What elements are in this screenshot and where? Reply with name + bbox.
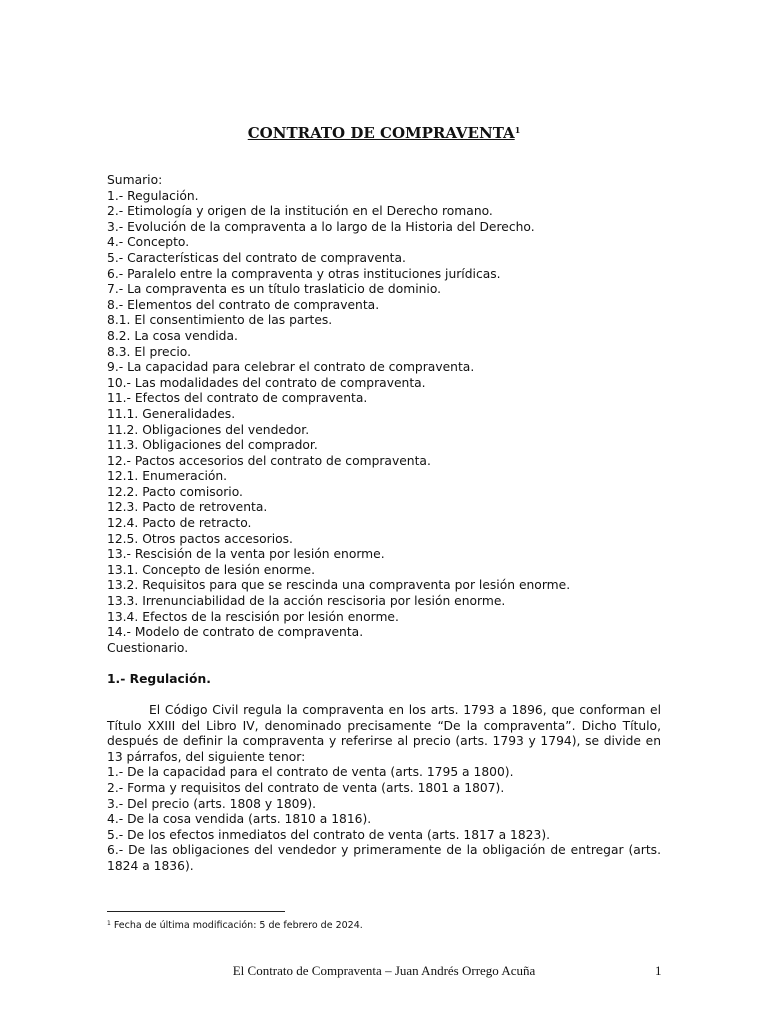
summary-item: 11.2. Obligaciones del vendedor.: [107, 422, 310, 437]
summary-item: 11.- Efectos del contrato de compraventa.: [107, 391, 368, 406]
summary-item: 13.2. Requisitos para que se rescinda una compraventa por lesión enorme.: [107, 578, 571, 593]
summary-item: 13.4. Efectos de la rescisión por lesión enorme.: [107, 609, 399, 624]
summary-item: 7.- La compraventa es un título traslaticio de dominio.: [107, 282, 442, 297]
summary-item: 12.5. Otros pactos accesorios.: [107, 531, 293, 546]
summary-item: 9.- La capacidad para celebrar el contrato de compraventa.: [107, 360, 475, 375]
footer-running-title: El Contrato de Compraventa – Juan Andrés Orrego Acuña: [232, 963, 536, 978]
summary-item: 12.2. Pacto comisorio.: [107, 484, 243, 499]
footnote: [107, 920, 363, 931]
summary-item: 14.- Modelo de contrato de compraventa.: [107, 625, 364, 640]
summary-item: 12.4. Pacto de retracto.: [107, 516, 252, 531]
section-list-item: 1.- De la capacidad para el contrato de venta (arts. 1795 a 1800).: [107, 765, 514, 780]
summary-item: 3.- Evolución de la compraventa a lo largo de la Historia del Derecho.: [107, 219, 535, 234]
summary-item: 1.- Regulación.: [107, 188, 199, 203]
summary-label: Sumario:: [107, 173, 163, 187]
section-heading: 1.- Regulación.: [107, 672, 211, 687]
document-title-text: CONTRATO DE COMPRAVENTA: [247, 124, 515, 142]
section-list-item: 2.- Forma y requisitos del contrato de venta (arts. 1801 a 1807).: [107, 780, 505, 795]
section-list-item: 3.- Del precio (arts. 1808 y 1809).: [107, 796, 317, 811]
summary-item: 6.- Paralelo entre la compraventa y otras instituciones jurídicas.: [107, 266, 501, 281]
document-title: [0, 124, 768, 142]
page-number: 1: [655, 963, 662, 978]
section-list-item: 6.- De las obligaciones del vendedor y primeramente de la obligación de entregar (arts. 1824 a 1836).: [107, 843, 661, 873]
summary-item: 8.2. La cosa vendida.: [107, 328, 238, 343]
summary-item: 11.1. Generalidades.: [107, 406, 236, 421]
summary-list: [107, 189, 661, 657]
summary-item: Cuestionario.: [107, 640, 189, 655]
summary-item: 12.1. Enumeración.: [107, 469, 228, 484]
summary-item: 13.3. Irrenunciabilidad de la acción rescisoria por lesión enorme.: [107, 594, 506, 609]
summary-item: 8.3. El precio.: [107, 344, 192, 359]
footnote-separator: [107, 911, 285, 912]
summary-item: 13.- Rescisión de la venta por lesión enorme.: [107, 547, 385, 562]
summary-item: 11.3. Obligaciones del comprador.: [107, 438, 318, 453]
summary-item: 4.- Concepto.: [107, 235, 190, 250]
section-list: [107, 765, 661, 874]
summary-item: 2.- Etimología y origen de la institución en el Derecho romano.: [107, 204, 493, 219]
summary-item: 12.- Pactos accesorios del contrato de compraventa.: [107, 453, 431, 468]
footnote-mark: 1: [107, 920, 111, 927]
footnote-text: Fecha de última modificación: 5 de febrero de 2024.: [110, 920, 363, 931]
summary-item: 13.1. Concepto de lesión enorme.: [107, 562, 315, 577]
section-paragraph: El Código Civil regula la compraventa en los arts. 1793 a 1896, que conforman el Título XXIII del Libro IV, denominado precisamente “De la compraventa”. Dicho Título, después de definir la compraventa y referirse al precio (arts. 1793 y 1794), se divide en 13 párrafos, del siguiente tenor:: [107, 703, 661, 764]
document-body: [107, 173, 661, 875]
summary-item: 8.1. El consentimiento de las partes.: [107, 313, 333, 328]
summary-item: 10.- Las modalidades del contrato de compraventa.: [107, 375, 426, 390]
section-list-item: 4.- De la cosa vendida (arts. 1810 a 1816).: [107, 812, 372, 827]
summary-item: 5.- Características del contrato de compraventa.: [107, 250, 406, 265]
summary-item: 12.3. Pacto de retroventa.: [107, 500, 268, 515]
summary-item: 8.- Elementos del contrato de compraventa.: [107, 297, 380, 312]
section-list-item: 5.- De los efectos inmediatos del contrato de venta (arts. 1817 a 1823).: [107, 827, 551, 842]
title-footnote-mark[interactable]: 1: [514, 125, 521, 135]
